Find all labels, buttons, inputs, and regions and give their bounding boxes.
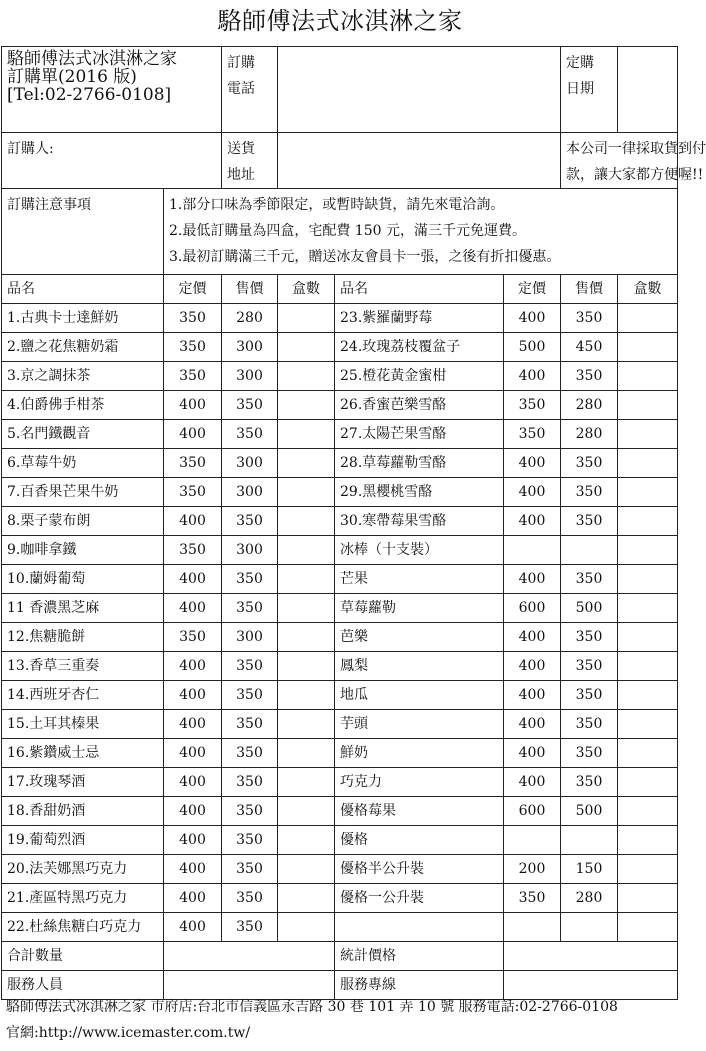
- item-list-price: 400: [164, 797, 222, 826]
- footer-website: 官網:http://www.icemaster.com.tw/: [6, 1025, 251, 1041]
- date-label-2: 日期: [566, 81, 594, 97]
- item-list-price: 400: [164, 710, 222, 739]
- item-qty-field[interactable]: [618, 449, 678, 478]
- buyer-label: 訂購人:: [7, 141, 54, 157]
- item-list-price: 400: [504, 565, 561, 594]
- item-qty-field[interactable]: [278, 913, 335, 942]
- item-name: [335, 913, 504, 942]
- item-name: 芒果: [335, 565, 504, 594]
- item-name: 2.鹽之花焦糖奶霜: [2, 333, 164, 362]
- footer: [6, 994, 676, 1046]
- item-list-price: 400: [164, 913, 222, 942]
- notes-row: [2, 189, 678, 275]
- item-name: 優格一公升裝: [335, 884, 504, 913]
- item-sale-price: 280: [561, 391, 618, 420]
- item-list-price: 400: [504, 681, 561, 710]
- notes-cell: [164, 189, 678, 275]
- item-list-price: 350: [164, 304, 222, 333]
- item-name: 優格: [335, 826, 504, 855]
- delivery-label-cell: [222, 133, 278, 189]
- table-row: [2, 797, 678, 826]
- item-list-price: 350: [164, 449, 222, 478]
- item-name: 鮮奶: [335, 739, 504, 768]
- col-name-right: 品名: [335, 275, 504, 304]
- table-row: [2, 681, 678, 710]
- column-header-row: [2, 275, 678, 304]
- item-sale-price: 350: [222, 391, 278, 420]
- footer-address: 駱師傅法式冰淇淋之家 市府店:台北市信義區永吉路 30 巷 101 弄 10 號 服務電話:02-2766-0108: [6, 999, 618, 1015]
- note-line-2: 2.最低訂購量為四盒，宅配費 150 元，滿三千元免運費。: [169, 223, 526, 239]
- item-qty-field[interactable]: [278, 594, 335, 623]
- item-list-price: 350: [164, 478, 222, 507]
- item-qty-field[interactable]: [618, 855, 678, 884]
- delivery-label-2: 地址: [227, 167, 255, 183]
- item-sale-price: 500: [561, 797, 618, 826]
- shop-info-cell: [2, 47, 222, 133]
- item-sale-price: 350: [222, 913, 278, 942]
- item-list-price: 400: [164, 884, 222, 913]
- table-row: [2, 884, 678, 913]
- col-sale-price-left: 售價: [222, 275, 278, 304]
- table-row: [2, 478, 678, 507]
- item-qty-field[interactable]: [278, 507, 335, 536]
- item-sale-price: 350: [222, 710, 278, 739]
- note-line-1: 1.部分口味為季節限定，或暫時缺貨，請先來電洽詢。: [169, 197, 505, 213]
- item-name: 優格半公升裝: [335, 855, 504, 884]
- item-qty-field[interactable]: [618, 913, 678, 942]
- item-sale-price: 350: [561, 739, 618, 768]
- item-name: 23.紫羅蘭野莓: [335, 304, 504, 333]
- table-row: [2, 710, 678, 739]
- item-list-price: 500: [504, 333, 561, 362]
- item-sale-price: 350: [222, 681, 278, 710]
- item-name: 22.杜絲焦糖白巧克力: [2, 913, 164, 942]
- phone-field[interactable]: [278, 47, 561, 133]
- item-name: 20.法芙娜黑巧克力: [2, 855, 164, 884]
- item-qty-field[interactable]: [278, 449, 335, 478]
- item-name: 鳳梨: [335, 652, 504, 681]
- item-list-price: 350: [504, 884, 561, 913]
- item-qty-field[interactable]: [618, 594, 678, 623]
- col-qty-right: 盒數: [618, 275, 678, 304]
- item-sale-price: 350: [561, 565, 618, 594]
- item-rows: [2, 304, 678, 942]
- delivery-address-field[interactable]: [278, 133, 561, 189]
- item-qty-field[interactable]: [618, 768, 678, 797]
- item-list-price: 600: [504, 797, 561, 826]
- item-qty-field[interactable]: [278, 391, 335, 420]
- item-qty-field[interactable]: [278, 710, 335, 739]
- table-row: [2, 623, 678, 652]
- table-row: [2, 507, 678, 536]
- item-qty-field[interactable]: [618, 304, 678, 333]
- item-qty-field[interactable]: [278, 797, 335, 826]
- item-sale-price: 350: [561, 768, 618, 797]
- item-list-price: [504, 536, 561, 565]
- total-qty-field[interactable]: [164, 942, 335, 971]
- item-sale-price: 300: [222, 536, 278, 565]
- item-qty-field[interactable]: [278, 768, 335, 797]
- item-list-price: 400: [504, 304, 561, 333]
- item-name: 3.京之調抹茶: [2, 362, 164, 391]
- total-price-label: 統計價格: [335, 942, 504, 971]
- item-sale-price: 350: [222, 420, 278, 449]
- item-sale-price: 350: [561, 507, 618, 536]
- item-sale-price: 350: [561, 478, 618, 507]
- table-row: [2, 768, 678, 797]
- item-list-price: 350: [164, 333, 222, 362]
- item-list-price: 350: [504, 420, 561, 449]
- item-qty-field[interactable]: [618, 536, 678, 565]
- item-list-price: 400: [504, 478, 561, 507]
- item-qty-field[interactable]: [278, 333, 335, 362]
- item-list-price: [504, 913, 561, 942]
- item-qty-field[interactable]: [618, 333, 678, 362]
- item-qty-field[interactable]: [618, 652, 678, 681]
- item-sale-price: 350: [222, 855, 278, 884]
- item-list-price: 350: [504, 391, 561, 420]
- item-name: 10.蘭姆葡萄: [2, 565, 164, 594]
- order-form-table: [1, 46, 706, 1000]
- table-row: [2, 449, 678, 478]
- item-name: 7.百香果芒果牛奶: [2, 478, 164, 507]
- item-qty-field[interactable]: [278, 652, 335, 681]
- notes-label: 訂購注意事項: [7, 197, 91, 213]
- item-sale-price: 350: [561, 623, 618, 652]
- table-row: [2, 304, 678, 333]
- item-sale-price: 350: [222, 797, 278, 826]
- item-qty-field[interactable]: [278, 623, 335, 652]
- item-qty-field[interactable]: [618, 739, 678, 768]
- item-name: 13.香草三重奏: [2, 652, 164, 681]
- item-qty-field[interactable]: [278, 884, 335, 913]
- item-name: 17.玫瑰琴酒: [2, 768, 164, 797]
- item-name: 27.太陽芒果雪酪: [335, 420, 504, 449]
- item-qty-field[interactable]: [278, 478, 335, 507]
- item-qty-field[interactable]: [618, 565, 678, 594]
- col-sale-price-right: 售價: [561, 275, 618, 304]
- buyer-cell[interactable]: [2, 133, 222, 189]
- col-qty-left: 盒數: [278, 275, 335, 304]
- item-list-price: 400: [504, 507, 561, 536]
- item-list-price: 400: [164, 768, 222, 797]
- item-list-price: 350: [164, 362, 222, 391]
- item-name: 芭樂: [335, 623, 504, 652]
- item-list-price: 400: [504, 362, 561, 391]
- note-line-3: 3.最初訂購滿三千元，贈送冰友會員卡一張，之後有折扣優惠。: [169, 249, 561, 265]
- payment-policy-2: 款，讓大家都方便喔!!: [566, 167, 704, 183]
- table-row: [2, 913, 678, 942]
- table-row: [2, 362, 678, 391]
- date-field[interactable]: [618, 47, 678, 133]
- item-sale-price: 350: [222, 507, 278, 536]
- item-list-price: 400: [164, 681, 222, 710]
- item-list-price: 400: [504, 623, 561, 652]
- header-row: [2, 47, 678, 133]
- item-name: 16.紫鑽威士忌: [2, 739, 164, 768]
- item-sale-price: 280: [561, 420, 618, 449]
- item-name: 1.古典卡士達鮮奶: [2, 304, 164, 333]
- table-row: [2, 333, 678, 362]
- item-list-price: 400: [164, 855, 222, 884]
- item-sale-price: [561, 913, 618, 942]
- item-qty-field[interactable]: [618, 826, 678, 855]
- item-sale-price: [561, 536, 618, 565]
- item-qty-field[interactable]: [618, 710, 678, 739]
- item-list-price: 400: [164, 420, 222, 449]
- hotline-label: 服務專線: [335, 971, 504, 1000]
- table-row: [2, 391, 678, 420]
- item-list-price: 400: [504, 710, 561, 739]
- item-name: 巧克力: [335, 768, 504, 797]
- item-name: 18.香甜奶酒: [2, 797, 164, 826]
- item-list-price: 350: [164, 623, 222, 652]
- item-name: 29.黑櫻桃雪酪: [335, 478, 504, 507]
- item-list-price: 200: [504, 855, 561, 884]
- item-qty-field[interactable]: [278, 681, 335, 710]
- item-name: 6.草莓牛奶: [2, 449, 164, 478]
- item-name: 11 香濃黑芝麻: [2, 594, 164, 623]
- item-sale-price: 500: [561, 594, 618, 623]
- item-name: 4.伯爵佛手柑茶: [2, 391, 164, 420]
- item-sale-price: [561, 826, 618, 855]
- phone-label-1: 訂購: [227, 55, 255, 71]
- item-list-price: 400: [164, 652, 222, 681]
- table-row: [2, 739, 678, 768]
- item-sale-price: 350: [561, 710, 618, 739]
- item-qty-field[interactable]: [618, 420, 678, 449]
- table-row: [2, 594, 678, 623]
- phone-label-2: 電話: [227, 81, 255, 97]
- item-sale-price: 350: [222, 739, 278, 768]
- item-sale-price: 300: [222, 478, 278, 507]
- item-qty-field[interactable]: [618, 507, 678, 536]
- item-qty-field[interactable]: [278, 826, 335, 855]
- item-name: 30.寒帶莓果雪酪: [335, 507, 504, 536]
- item-qty-field[interactable]: [278, 536, 335, 565]
- table-row: [2, 652, 678, 681]
- item-sale-price: 350: [222, 565, 278, 594]
- item-sale-price: 350: [222, 594, 278, 623]
- item-sale-price: 350: [222, 884, 278, 913]
- item-qty-field[interactable]: [618, 478, 678, 507]
- item-qty-field[interactable]: [278, 739, 335, 768]
- item-list-price: 400: [504, 449, 561, 478]
- item-name: 15.土耳其榛果: [2, 710, 164, 739]
- item-name: 冰棒（十支裝）: [335, 536, 504, 565]
- item-qty-field[interactable]: [278, 855, 335, 884]
- item-sale-price: 350: [561, 681, 618, 710]
- item-list-price: 400: [164, 594, 222, 623]
- shop-name: 駱師傅法式冰淇淋之家: [7, 49, 177, 69]
- item-sale-price: 350: [222, 652, 278, 681]
- item-list-price: 400: [504, 739, 561, 768]
- item-name: 8.栗子蒙布朗: [2, 507, 164, 536]
- item-qty-field[interactable]: [278, 565, 335, 594]
- item-name: 19.葡萄烈酒: [2, 826, 164, 855]
- item-list-price: 400: [164, 826, 222, 855]
- item-list-price: 400: [504, 768, 561, 797]
- item-name: 5.名門鐵觀音: [2, 420, 164, 449]
- item-qty-field[interactable]: [278, 420, 335, 449]
- table-row: [2, 826, 678, 855]
- item-sale-price: 350: [222, 768, 278, 797]
- item-qty-field[interactable]: [278, 304, 335, 333]
- item-list-price: 400: [164, 565, 222, 594]
- item-sale-price: 300: [222, 449, 278, 478]
- item-list-price: 600: [504, 594, 561, 623]
- date-label-1: 定購: [566, 55, 594, 71]
- item-qty-field[interactable]: [618, 623, 678, 652]
- item-name: 12.焦糖脆餅: [2, 623, 164, 652]
- form-name: 訂購單(2016 版): [7, 67, 137, 87]
- phone-label-cell: [222, 47, 278, 133]
- item-name: 21.產區特黑巧克力: [2, 884, 164, 913]
- item-qty-field[interactable]: [618, 681, 678, 710]
- item-name: 14.西班牙杏仁: [2, 681, 164, 710]
- col-name-left: 品名: [2, 275, 164, 304]
- table-row: [2, 420, 678, 449]
- item-qty-field[interactable]: [618, 797, 678, 826]
- item-sale-price: 450: [561, 333, 618, 362]
- item-sale-price: 350: [561, 304, 618, 333]
- item-list-price: 400: [164, 507, 222, 536]
- item-sale-price: 350: [561, 652, 618, 681]
- item-sale-price: 150: [561, 855, 618, 884]
- item-qty-field[interactable]: [618, 362, 678, 391]
- table-row: [2, 855, 678, 884]
- notes-label-cell: [2, 189, 164, 275]
- page-title: 駱師傅法式冰淇淋之家: [217, 7, 463, 35]
- item-list-price: 400: [164, 391, 222, 420]
- item-list-price: 400: [164, 739, 222, 768]
- date-label-cell: [561, 47, 618, 133]
- item-sale-price: 350: [222, 826, 278, 855]
- table-row: [2, 565, 678, 594]
- delivery-label-1: 送貨: [227, 141, 255, 157]
- buyer-row: [2, 133, 678, 189]
- item-name: 24.玫瑰荔枝覆盆子: [335, 333, 504, 362]
- item-list-price: 400: [504, 652, 561, 681]
- item-qty-field[interactable]: [618, 884, 678, 913]
- total-row: [2, 942, 678, 971]
- item-list-price: 350: [164, 536, 222, 565]
- item-sale-price: 300: [222, 623, 278, 652]
- item-sale-price: 300: [222, 333, 278, 362]
- item-sale-price: 350: [561, 449, 618, 478]
- item-name: 28.草莓蘿勒雪酪: [335, 449, 504, 478]
- item-name: 25.橙花黃金蜜柑: [335, 362, 504, 391]
- item-sale-price: 280: [222, 304, 278, 333]
- staff-label: 服務人員: [2, 971, 164, 1000]
- item-name: 9.咖啡拿鐵: [2, 536, 164, 565]
- payment-policy-1: 本公司一律採取貨到付: [566, 141, 706, 157]
- col-list-price-left: 定價: [164, 275, 222, 304]
- item-name: 芋頭: [335, 710, 504, 739]
- item-qty-field[interactable]: [278, 362, 335, 391]
- total-price-field[interactable]: [504, 942, 678, 971]
- col-list-price-right: 定價: [504, 275, 561, 304]
- item-name: 優格莓果: [335, 797, 504, 826]
- total-qty-label: 合計數量: [2, 942, 164, 971]
- payment-policy-cell: [561, 133, 706, 189]
- item-qty-field[interactable]: [618, 391, 678, 420]
- item-name: 草莓蘿勒: [335, 594, 504, 623]
- item-sale-price: 300: [222, 362, 278, 391]
- table-row: [2, 536, 678, 565]
- item-sale-price: 350: [561, 362, 618, 391]
- item-list-price: [504, 826, 561, 855]
- item-name: 26.香蜜芭樂雪酪: [335, 391, 504, 420]
- shop-tel: [Tel:02-2766-0108]: [7, 85, 172, 105]
- item-name: 地瓜: [335, 681, 504, 710]
- item-sale-price: 280: [561, 884, 618, 913]
